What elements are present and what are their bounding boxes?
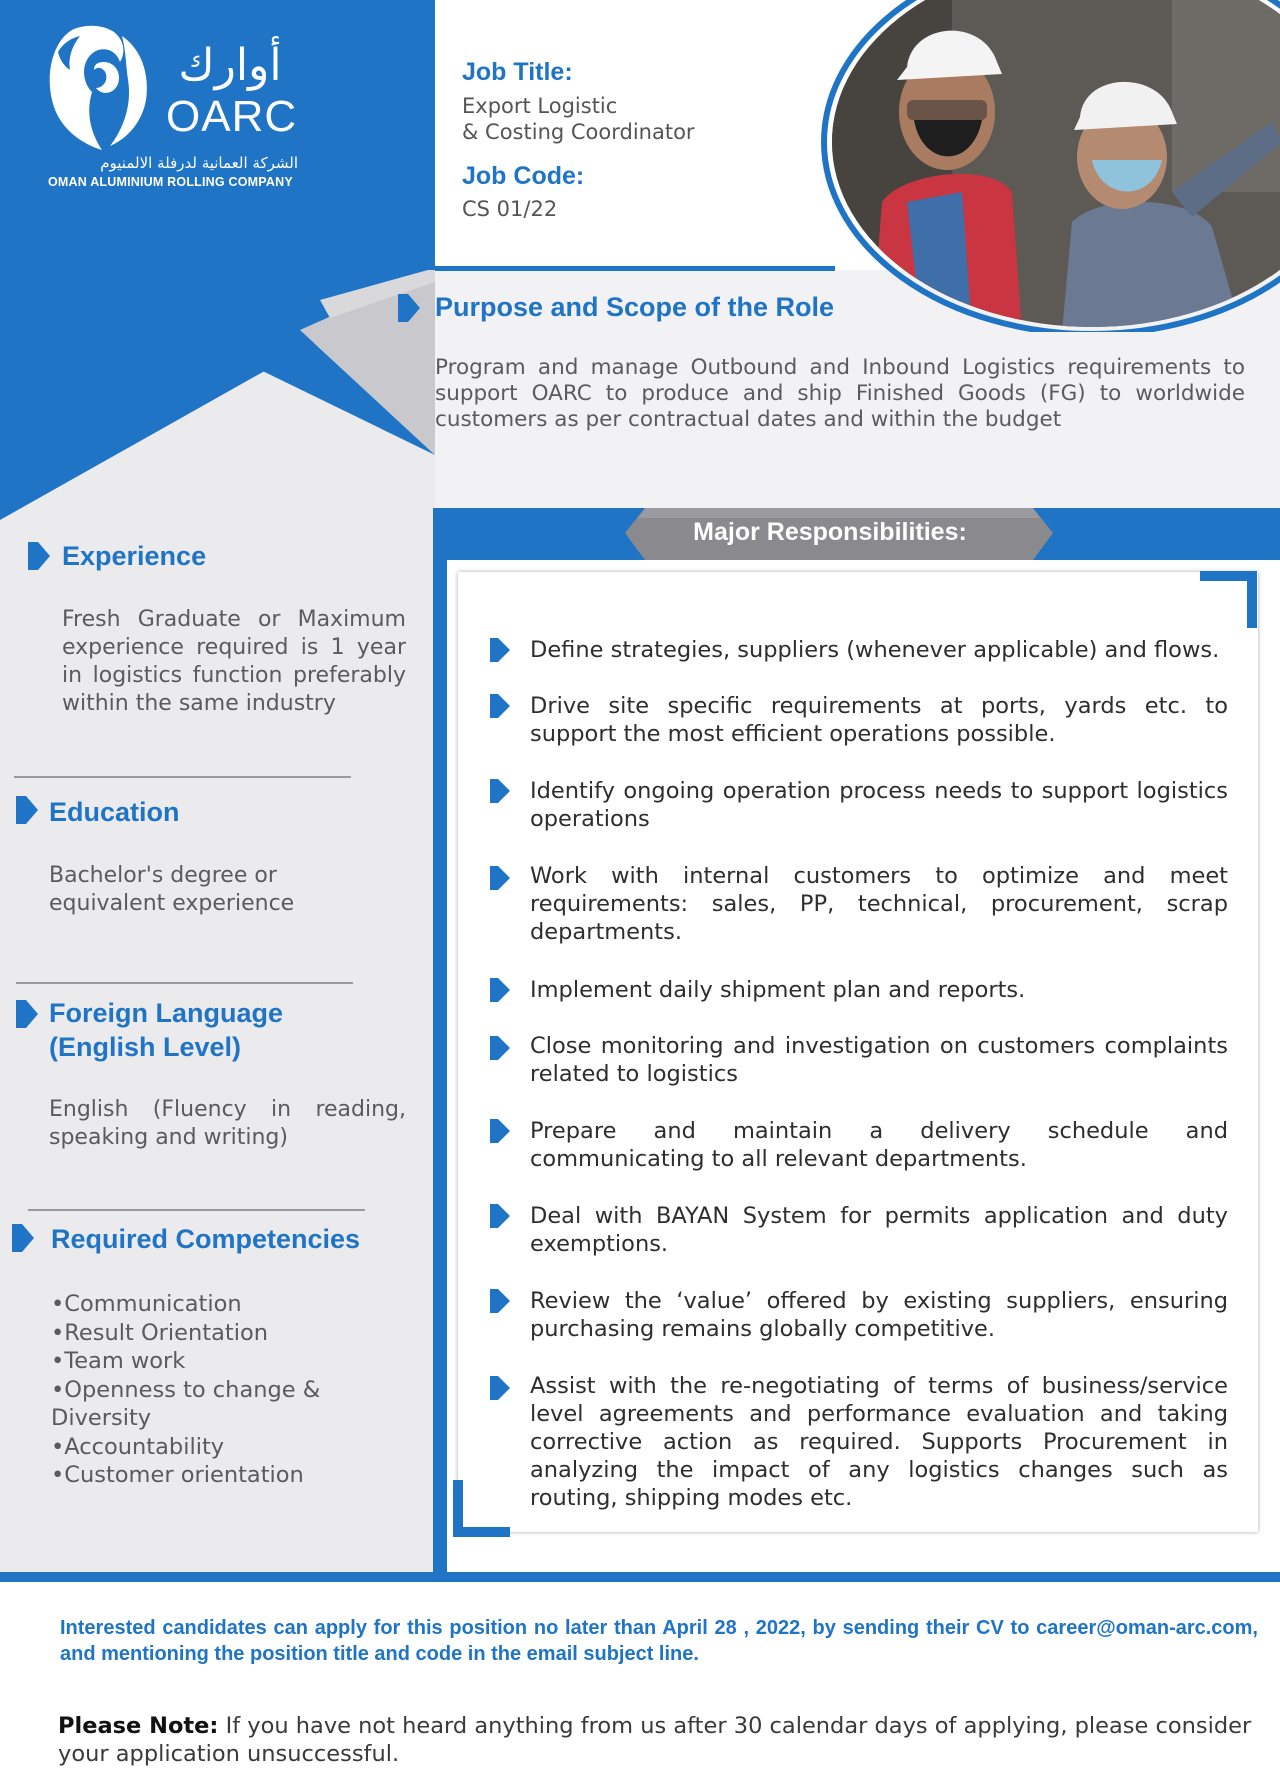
responsibility-item <box>490 1032 1228 1088</box>
competencies-marker-icon <box>12 1224 34 1252</box>
language-title-line2: (English Level) <box>49 1032 242 1062</box>
divider <box>14 776 351 778</box>
competency-item: •Customer orientation <box>51 1462 304 1488</box>
language-text: English (Fluency in reading, speaking and writing) <box>49 1097 406 1150</box>
corner-bracket-top-right <box>1198 570 1258 630</box>
workers-photo <box>812 0 1280 332</box>
bullet-arrow-icon <box>490 694 510 718</box>
purpose-text: Program and manage Outbound and Inbound Logistics requirements to support OARC to produce and ship Finished Goods (FG) to worldwide customers as per contractual dates and within the budget <box>435 355 1245 432</box>
bullet-arrow-icon <box>490 779 510 803</box>
bullet-arrow-icon <box>490 866 510 890</box>
responsibility-item <box>490 777 1228 833</box>
responsibility-item <box>490 1287 1228 1343</box>
responsibility-item <box>490 1202 1228 1258</box>
divider <box>28 1209 365 1211</box>
bullet-arrow-icon <box>490 638 510 662</box>
language-title-line1: Foreign Language <box>49 998 284 1028</box>
bullet-arrow-icon <box>490 1204 510 1228</box>
apply-instructions: Interested candidates can apply for this position no later than April 28 , 2022, by sending their CV to career@oman-arc.com, and mentioning the position title and code in the email subject line. <box>60 1617 1258 1665</box>
job-code-value: CS 01/22 <box>462 197 558 221</box>
responsibility-text: Drive site specific requirements at ports, yards etc. to support the most efficient operations possible. <box>530 693 1228 747</box>
competency-item: •Team work <box>51 1348 186 1374</box>
responsibility-text: Deal with BAYAN System for permits application and duty exemptions. <box>530 1203 1228 1257</box>
divider <box>16 982 353 984</box>
education-text <box>49 862 294 918</box>
responsibility-text: Define strategies, suppliers (whenever applicable) and flows. <box>530 637 1220 663</box>
job-title-line2: & Costing Coordinator <box>462 120 695 144</box>
bullet-arrow-icon <box>490 978 510 1002</box>
education-line2: equivalent experience <box>49 891 295 916</box>
education-title: Education <box>49 797 180 827</box>
responsibility-text: Assist with the re-negotiating of terms of business/service level agreements and performance evaluation and taking corrective action as required. Supports Procurement in analyzing the impact of any logistics changes such as routing, shipping modes etc. <box>530 1373 1228 1511</box>
education-marker-icon <box>16 796 38 824</box>
responsibility-item <box>490 976 1228 1004</box>
responsibility-text: Close monitoring and investigation on customers complaints related to logistics <box>530 1033 1228 1087</box>
responsibility-text: Work with internal customers to optimize and meet requirements: sales, PP, technical, procurement, scrap departments. <box>530 863 1228 945</box>
responsibility-item <box>490 692 1228 748</box>
logo-arabic-name: أوارك <box>178 40 282 91</box>
experience-marker-icon <box>28 542 50 570</box>
responsibility-text: Implement daily shipment plan and reports. <box>530 977 1026 1003</box>
experience-text: Fresh Graduate or Maximum experience required is 1 year in logistics function preferably within the same industry <box>62 607 406 716</box>
logo-company-name: OMAN ALUMINIUM ROLLING COMPANY <box>48 175 293 189</box>
competencies-list <box>51 1290 371 1490</box>
language-marker-icon <box>16 1000 38 1028</box>
bullet-arrow-icon <box>490 1376 510 1400</box>
bullet-arrow-icon <box>490 1119 510 1143</box>
responsibility-item <box>490 636 1228 664</box>
job-title-value <box>462 93 695 145</box>
bullet-arrow-icon <box>490 1036 510 1060</box>
competency-item: •Accountability <box>51 1433 225 1460</box>
responsibility-item <box>490 1372 1228 1512</box>
competency-item: •Communication <box>51 1291 242 1317</box>
purpose-marker-icon <box>398 294 420 322</box>
job-code-label: Job Code: <box>462 162 585 190</box>
responsibilities-title: Major Responsibilities: <box>693 518 967 546</box>
language-title <box>49 996 283 1064</box>
purpose-title: Purpose and Scope of the Role <box>435 292 835 322</box>
bullet-arrow-icon <box>490 1289 510 1313</box>
logo-name: OARC <box>166 92 298 141</box>
competency-item: •Openness to change & Diversity <box>51 1376 321 1431</box>
responsibility-text: Identify ongoing operation process needs to support logistics operations <box>530 778 1228 832</box>
experience-title: Experience <box>62 541 207 571</box>
job-title-line1: Export Logistic <box>462 94 618 118</box>
job-title-label: Job Title: <box>462 58 573 86</box>
note <box>58 1712 1258 1768</box>
note-body: If you have not heard anything from us after 30 calendar days of applying, please consider your application unsuccessful. <box>58 1713 1252 1767</box>
education-line1: Bachelor's degree or <box>49 863 277 888</box>
logo-arabic-company: الشركة العمانية لدرفلة الالمنيوم <box>100 154 298 172</box>
note-label: Please Note: <box>58 1713 219 1739</box>
oarc-logo-icon <box>42 22 152 152</box>
responsibility-text: Prepare and maintain a delivery schedule and communicating to all relevant departments. <box>530 1118 1228 1172</box>
responsibility-text: Review the ‘value’ offered by existing suppliers, ensuring purchasing remains globally competitive. <box>530 1288 1228 1342</box>
competency-item: •Result Orientation <box>51 1319 268 1346</box>
bottom-bar <box>0 1572 1280 1582</box>
responsibility-item <box>490 862 1228 946</box>
competencies-title: Required Competencies <box>51 1224 361 1254</box>
responsibility-item <box>490 1117 1228 1173</box>
